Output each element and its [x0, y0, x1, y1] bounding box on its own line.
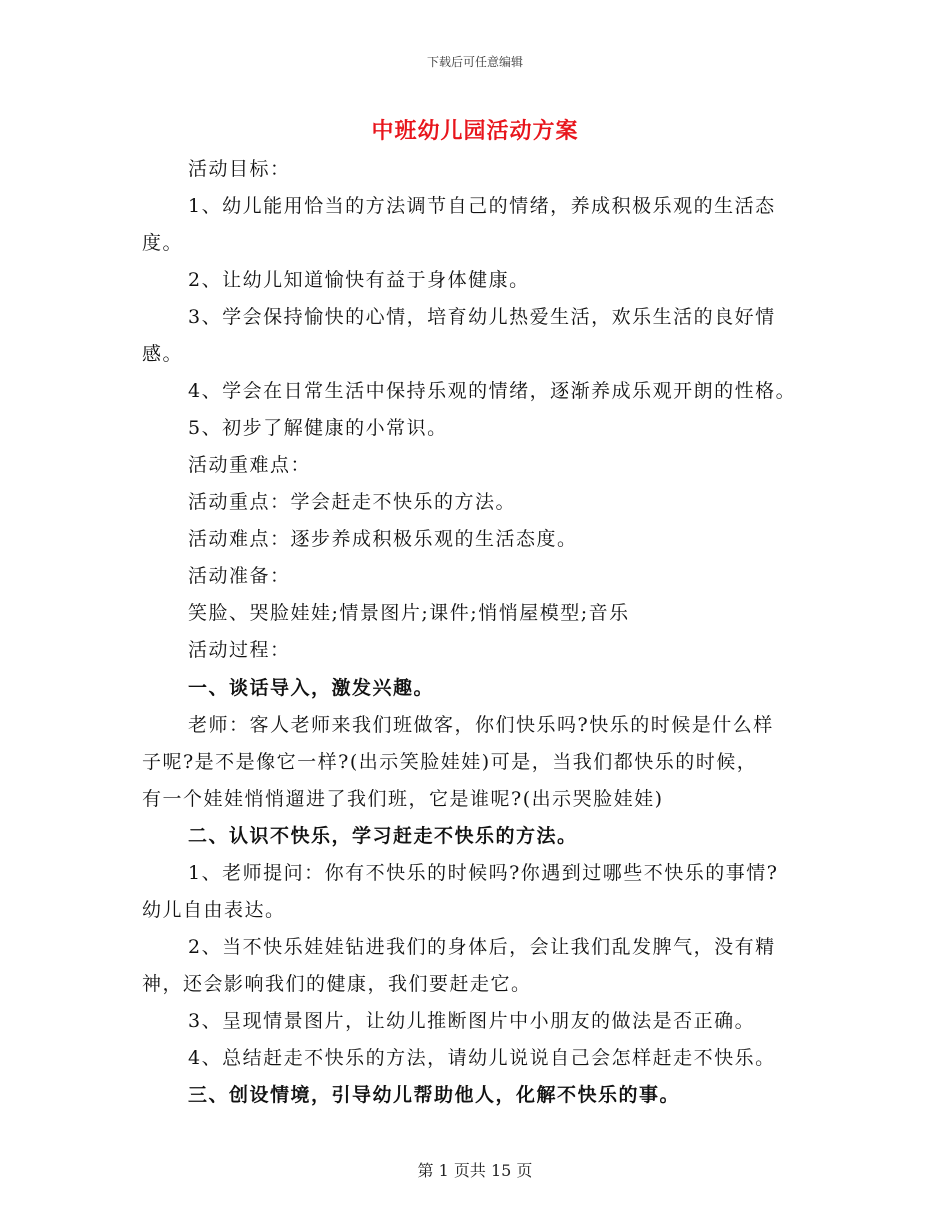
section-heading: 一、谈话导入，激发兴趣。: [188, 677, 435, 699]
paragraph-line: 笑脸、哭脸娃娃;情景图片;课件;悄悄屋模型;音乐: [188, 602, 630, 624]
document-title: 中班幼儿园活动方案: [371, 118, 579, 144]
paragraph-line: 感。: [142, 343, 184, 365]
paragraph-line: 活动过程：: [188, 639, 291, 661]
section-heading: 二、认识不快乐，学习赶走不快乐的方法。: [188, 825, 578, 847]
paragraph-line: 1、幼儿能用恰当的方法调节自己的情绪，养成积极乐观的生活态: [188, 195, 776, 217]
paragraph-line: 5、初步了解健康的小常识。: [188, 417, 448, 439]
paragraph-line: 3、呈现情景图片，让幼儿推断图片中小朋友的做法是否正确。: [188, 1010, 756, 1032]
paragraph-line: 3、学会保持愉快的心情，培育幼儿热爱生活，欢乐生活的良好情: [188, 306, 776, 328]
header-note: 下载后可任意编辑: [426, 55, 523, 69]
paragraph-line: 2、当不快乐娃娃钻进我们的身体后，会让我们乱发脾气，没有精: [188, 936, 776, 958]
paragraph-line: 2、让幼儿知道愉快有益于身体健康。: [188, 269, 530, 291]
paragraph-line: 活动重难点：: [188, 454, 312, 476]
paragraph-line: 度。: [142, 232, 184, 254]
paragraph-line: 神，还会影响我们的健康，我们要赶走它。: [142, 973, 532, 995]
paragraph-line: 有一个娃娃悄悄遛进了我们班，它是谁呢?(出示哭脸娃娃): [142, 788, 664, 810]
paragraph-line: 活动难点：逐步养成积极乐观的生活态度。: [188, 528, 578, 550]
paragraph-line: 4、总结赶走不快乐的方法，请幼儿说说自己会怎样赶走不快乐。: [188, 1047, 776, 1069]
paragraph-line: 老师：客人老师来我们班做客，你们快乐吗?快乐的时候是什么样: [188, 714, 774, 736]
paragraph-line: 活动准备：: [188, 565, 291, 587]
paragraph-line: 活动重点：学会赶走不快乐的方法。: [188, 491, 517, 513]
page-footer: 第 1 页共 15 页: [417, 1161, 533, 1180]
paragraph-line: 幼儿自由表达。: [142, 899, 286, 921]
paragraph-line: 子呢?是不是像它一样?(出示笑脸娃娃)可是，当我们都快乐的时候，: [142, 751, 758, 773]
paragraph-line: 活动目标：: [188, 158, 291, 180]
paragraph-line: 4、学会在日常生活中保持乐观的情绪，逐渐养成乐观开朗的性格。: [188, 380, 797, 402]
paragraph-line: 1、老师提问：你有不快乐的时候吗?你遇到过哪些不快乐的事情?: [188, 862, 779, 884]
section-heading: 三、创设情境，引导幼儿帮助他人，化解不快乐的事。: [188, 1084, 681, 1106]
